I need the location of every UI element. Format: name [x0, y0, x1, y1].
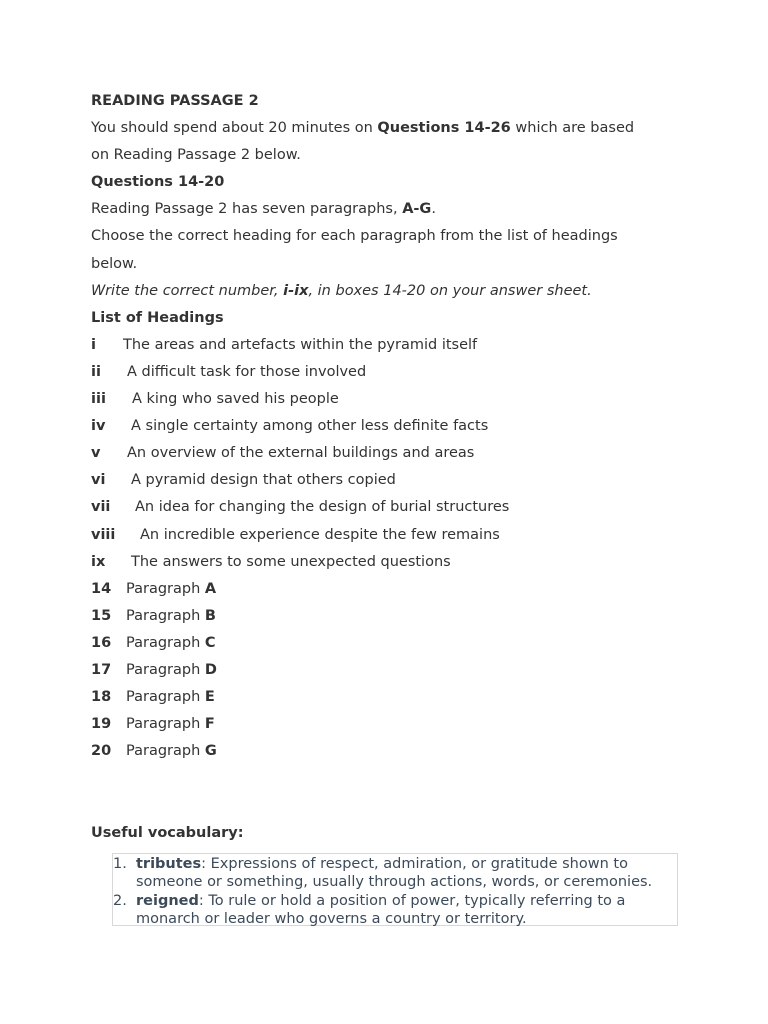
question-item: 19 Paragraph F [91, 716, 215, 733]
heading-item: vi A pyramid design that others copied [91, 472, 396, 489]
question-item: 16 Paragraph C [91, 634, 216, 651]
question-item: 18 Paragraph E [91, 689, 215, 706]
heading-item: ii A difficult task for those involved [91, 363, 367, 380]
vocab-term: reigned [136, 893, 199, 909]
vocab-line: reigned: To rule or hold a position of power, typically referring to a [136, 893, 626, 909]
list-of-headings-title: List of Headings [91, 309, 224, 326]
passage-instructions [91, 88, 691, 765]
heading-item: i The areas and artefacts within the pyramid itself [91, 336, 478, 353]
choose-line-1: Choose the correct heading for each paragraph from the list of headings [91, 228, 618, 245]
vocab-term: tributes [136, 856, 202, 872]
question-item: 17 Paragraph D [91, 661, 217, 678]
vocab-item [113, 855, 677, 891]
page-title: READING PASSAGE 2 [91, 93, 259, 109]
vocab-number: 2. [113, 893, 127, 909]
heading-item: v An overview of the external buildings and areas [91, 445, 475, 462]
question-item: 20 Paragraph G [91, 743, 217, 760]
vocab-box [112, 853, 678, 926]
question-item: 14 Paragraph A [91, 580, 217, 597]
heading-item: iii A king who saved his people [91, 391, 339, 408]
choose-line-2: below. [91, 255, 138, 272]
vocab-item [113, 892, 677, 928]
intro-line-1: You should spend about 20 minutes on Questions 14-26 which are based [91, 120, 635, 137]
vocab-line: monarch or leader who governs a country or territory. [136, 911, 527, 927]
question-item: 15 Paragraph B [91, 607, 216, 624]
vocab-line: someone or something, usually through actions, words, or ceremonies. [136, 874, 653, 890]
vocab-number: 1. [113, 856, 127, 872]
headings-list [91, 332, 691, 576]
question-list [91, 576, 691, 766]
vocab-line: tributes: Expressions of respect, admiration, or gratitude shown to [136, 856, 628, 872]
heading-item: iv A single certainty among other less definite facts [91, 418, 489, 435]
intro-line-2: on Reading Passage 2 below. [91, 147, 301, 164]
vocab-title: Useful vocabulary: [91, 825, 244, 841]
heading-item: vii An idea for changing the design of burial structures [91, 499, 510, 516]
questions-heading: Questions 14-20 [91, 174, 225, 191]
heading-item: ix The answers to some unexpected questions [91, 553, 451, 570]
paragraph-info: Reading Passage 2 has seven paragraphs, A-G. [91, 201, 436, 218]
heading-item: viii An incredible experience despite the few remains [91, 526, 500, 543]
write-instruction: Write the correct number, i-ix, in boxes 14-20 on your answer sheet. [91, 282, 592, 299]
